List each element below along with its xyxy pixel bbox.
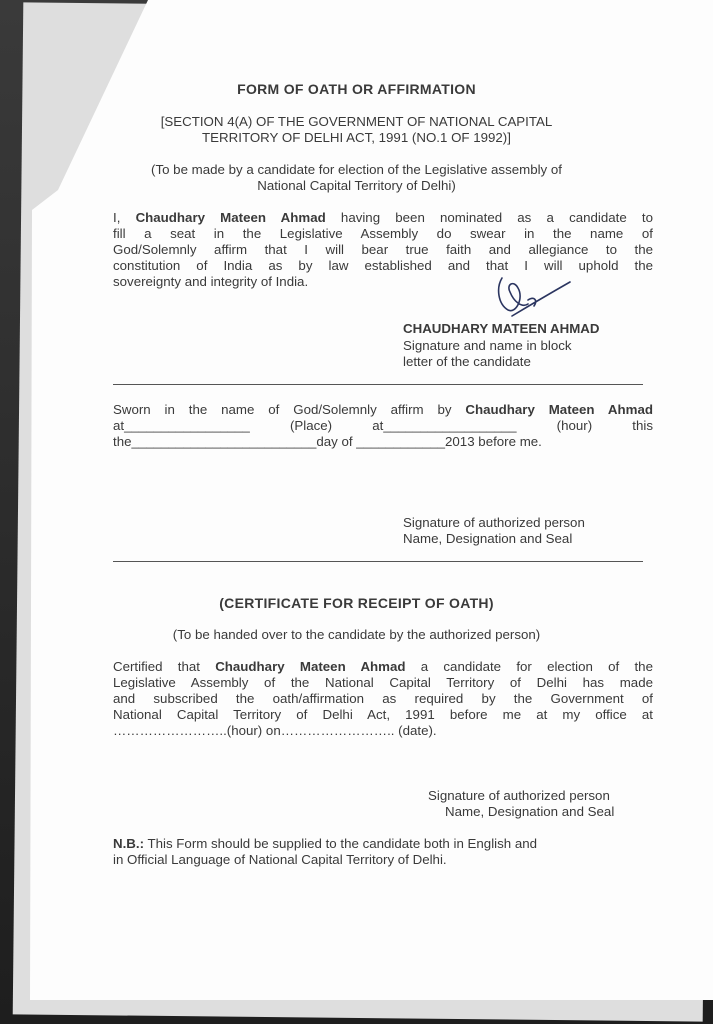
section-divider-1: [113, 384, 643, 385]
candidate-block-caption-1: Signature and name in block: [403, 338, 572, 353]
oath-text-line-5: sovereignty and integrity of India.: [113, 274, 309, 289]
note-text-1: This Form should be supplied to the candidate both in English and: [144, 836, 538, 851]
certificate-title: (CERTIFICATE FOR RECEIPT OF OATH): [219, 595, 494, 611]
oath-text-line-1: [113, 210, 653, 226]
form-subtitle-line-2: National Capital Territory of Delhi): [257, 178, 456, 193]
section-reference-line-2: TERRITORY OF DELHI ACT, 1991 (NO.1 OF 1992)]: [202, 130, 511, 145]
authorized-designation-label-1: Name, Designation and Seal: [403, 531, 573, 546]
candidate-block-caption-2: letter of the candidate: [403, 354, 531, 369]
form-title: FORM OF OATH OR AFFIRMATION: [237, 81, 476, 97]
oath-line-1-rest: having been nominated as a candidate to: [325, 210, 653, 225]
form-subtitle-line-1: (To be made by a candidate for election of the Legislative assembly of: [151, 162, 562, 177]
section-reference-line-1: [SECTION 4(A) OF THE GOVERNMENT OF NATIONAL CAPITAL: [160, 114, 553, 129]
certificate-candidate-name: Chaudhary Mateen Ahmad: [215, 659, 406, 674]
certificate-prefix: Certified that: [113, 659, 216, 674]
candidate-name: Chaudhary Mateen Ahmad: [135, 210, 326, 225]
sworn-candidate-name: Chaudhary Mateen Ahmad: [465, 402, 653, 417]
sworn-line-3: the_________________________day of ____________2013 before me.: [113, 434, 542, 449]
certificate-line-1-rest: a candidate for election of the: [405, 659, 653, 674]
section-divider-2: [113, 561, 643, 562]
certificate-line-1: [113, 659, 653, 675]
note-line-1: [113, 836, 537, 852]
authorized-signature-label-2: Signature of authorized person: [428, 788, 610, 803]
certificate-subtitle: (To be handed over to the candidate by the authorized person): [172, 627, 541, 642]
note-line-2: in Official Language of National Capital Territory of Delhi.: [113, 852, 447, 867]
certificate-line-5: ……………………..(hour) on…………………….. (date).: [113, 723, 437, 738]
oath-prefix: I,: [113, 210, 136, 225]
authorized-signature-label-1: Signature of authorized person: [403, 515, 585, 530]
certificate-line-2: Legislative Assembly of the National Capital Territory of Delhi has made: [113, 675, 653, 690]
oath-text-line-2: fill a seat in the Legislative Assembly do swear in the name of: [113, 226, 653, 241]
certificate-line-3: and subscribed the oath/affirmation as required by the Government of: [113, 691, 653, 706]
candidate-block-name: CHAUDHARY MATEEN AHMAD: [403, 321, 600, 336]
note-label: N.B.:: [113, 836, 145, 851]
sworn-line-2: at_________________ (Place) at__________________ (hour) this: [113, 418, 653, 433]
certificate-line-4: National Capital Territory of Delhi Act, 1991 before me at my office at: [113, 707, 653, 722]
sworn-line-1: [113, 402, 653, 418]
oath-text-line-4: constitution of India as by law established and that I will uphold the: [113, 258, 653, 273]
sworn-prefix: Sworn in the name of God/Solemnly affirm by: [113, 402, 466, 417]
authorized-designation-label-2: Name, Designation and Seal: [445, 804, 615, 819]
oath-text-line-3: God/Solemnly affirm that I will bear true faith and allegiance to the: [113, 242, 653, 257]
